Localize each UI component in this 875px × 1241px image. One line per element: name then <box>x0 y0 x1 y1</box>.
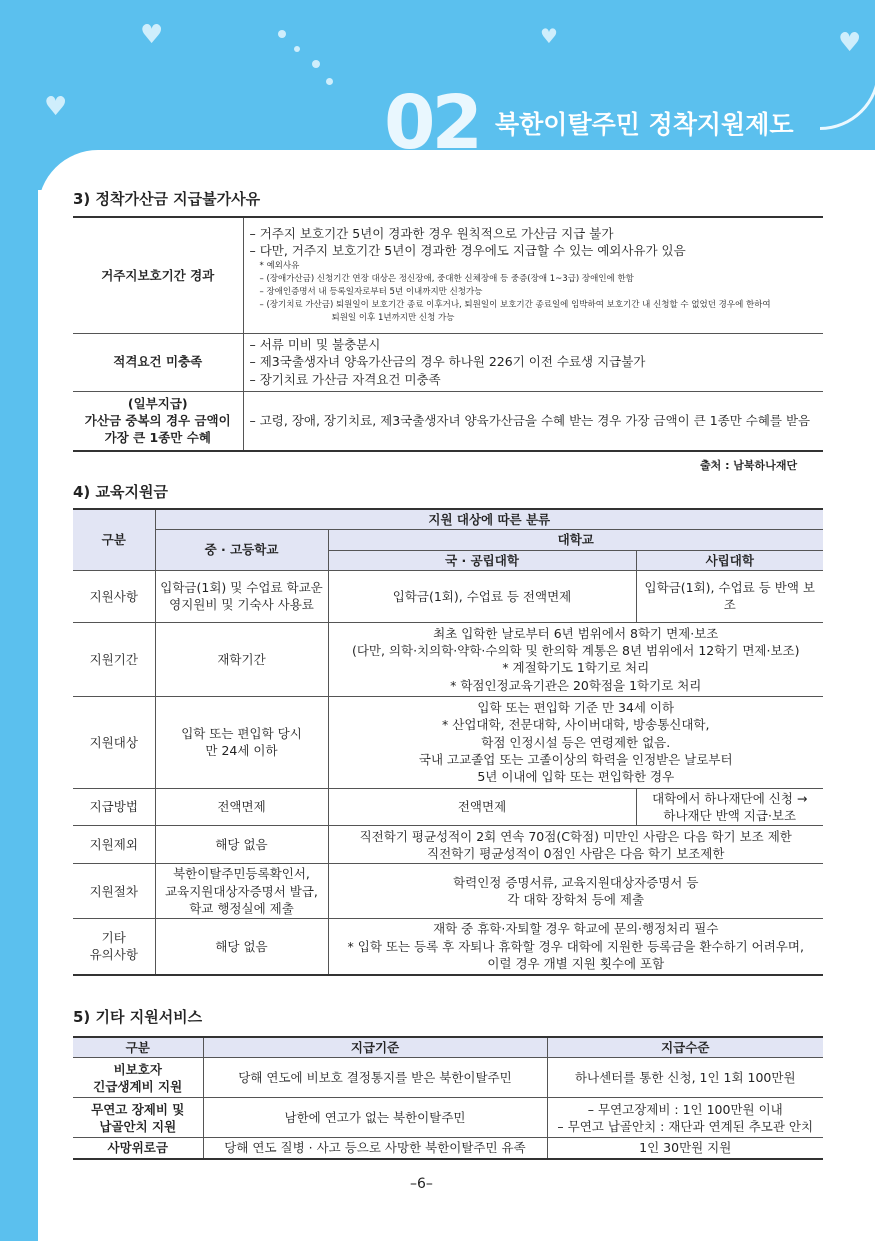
cell-criteria: 남한에 연고가 없는 북한이탈주민 <box>203 1098 547 1138</box>
cell-public: 입학금(1회), 수업료 등 전액면제 <box>328 570 636 622</box>
header-criteria: 지급기준 <box>203 1037 547 1058</box>
heart-icon: ♥ <box>838 28 862 58</box>
table-header-row <box>73 509 823 530</box>
dot-decoration <box>294 46 300 52</box>
heart-icon: ♥ <box>540 24 558 48</box>
header-private: 사립대학 <box>636 550 823 570</box>
cell-university: 입학 또는 편입학 기준 만 34세 이하 * 산업대학, 전문대학, 사이버대학, 방송통신대학, 학점 인정시설 등은 연령제한 없음. 국내 고교졸업 또는 고졸이상의 학력을 인정받은 날로부터 5년 이내에 입학 또는 편입학한 경우 <box>328 696 823 788</box>
table-row <box>73 570 823 622</box>
header-level: 지급수준 <box>547 1037 823 1058</box>
table-row <box>73 1098 823 1138</box>
cell-university: 재학 중 휴학·자퇴할 경우 학교에 문의·행정처리 필수 * 입학 또는 등록 후 자퇴나 휴학할 경우 대학에 지원한 등록금을 환수하기 어려우며, 이럴 경우 개별 지원 횟수에 포함 <box>328 919 823 975</box>
table-row <box>73 788 823 826</box>
cell-criteria: 당해 연도에 비보호 결정통지를 받은 북한이탈주민 <box>203 1058 547 1098</box>
header-public: 국 · 공립대학 <box>328 550 636 570</box>
table-row <box>73 1138 823 1159</box>
table-row <box>73 333 823 391</box>
cell-middle-high: 입학금(1회) 및 수업료 학교운영지원비 및 기숙사 사용료 <box>155 570 328 622</box>
table-row <box>73 391 823 451</box>
header-gubun: 구분 <box>73 509 155 570</box>
page-number: –6– <box>410 1176 433 1192</box>
dot-decoration <box>326 78 333 85</box>
table-header-row <box>73 530 823 550</box>
source-note: 출처 : 남북하나재단 <box>700 459 798 472</box>
left-strip <box>0 150 38 1241</box>
header-by-target: 지원 대상에 따른 분류 <box>155 509 823 530</box>
cell-middle-high: 해당 없음 <box>155 826 328 864</box>
row-label: (일부지급) 가산금 중복의 경우 금액이 가장 큰 1종만 수혜 <box>73 391 243 451</box>
row-content: – 서류 미비 및 불충분시 – 제3국출생자녀 양육가산금의 경우 하나원 226기 이전 수료생 지급불가 – 장기치료 가산금 자격요건 미충족 <box>243 333 823 391</box>
section4-title: 4) 교육지원금 <box>73 483 168 501</box>
cell-middle-high: 재학기간 <box>155 622 328 696</box>
row-label: 기타 유의사항 <box>73 919 155 975</box>
section5-title: 5) 기타 지원서비스 <box>73 1008 203 1026</box>
cell-middle-high: 북한이탈주민등록확인서, 교육지원대상자증명서 발급, 학교 행정실에 제출 <box>155 864 328 919</box>
header-university: 대학교 <box>328 530 823 550</box>
row-label: 무연고 장제비 및 납골안치 지원 <box>73 1098 203 1138</box>
cell-university: 학력인정 증명서류, 교육지원대상자증명서 등 각 대학 장학처 등에 제출 <box>328 864 823 919</box>
section3-table <box>73 216 823 452</box>
row-label: 비보호자 긴급생계비 지원 <box>73 1058 203 1098</box>
row-label: 지원절차 <box>73 864 155 919</box>
cell-criteria: 당해 연도 질병 · 사고 등으로 사망한 북한이탈주민 유족 <box>203 1138 547 1159</box>
header-middle-high: 중 · 고등학교 <box>155 530 328 571</box>
cell-university: 직전학기 평균성적이 2회 연속 70점(C학점) 미만인 사람은 다음 학기 보조 제한 직전학기 평균성적이 0점인 사람은 다음 학기 보조제한 <box>328 826 823 864</box>
row-label: 적격요건 미충족 <box>73 333 243 391</box>
cell-level: – 무연고장제비 : 1인 100만원 이내 – 무연고 납골안치 : 재단과 연계된 추모관 안치 <box>547 1098 823 1138</box>
row-label: 지원기간 <box>73 622 155 696</box>
row-label: 지급방법 <box>73 788 155 826</box>
cell-middle-high: 전액면제 <box>155 788 328 826</box>
table-row <box>73 864 823 919</box>
section4-table <box>73 508 823 976</box>
row-label: 사망위로금 <box>73 1138 203 1159</box>
cell-public: 전액면제 <box>328 788 636 826</box>
cell-middle-high: 해당 없음 <box>155 919 328 975</box>
table-row <box>73 826 823 864</box>
cell-level: 1인 30만원 지원 <box>547 1138 823 1159</box>
row-label: 지원사항 <box>73 570 155 622</box>
heart-icon: ♥ <box>140 20 164 50</box>
cell-private: 대학에서 하나재단에 신청 → 하나재단 반액 지급·보조 <box>636 788 823 826</box>
cell-middle-high: 입학 또는 편입학 당시 만 24세 이하 <box>155 696 328 788</box>
row-label: 지원대상 <box>73 696 155 788</box>
heart-icon: ♥ <box>44 92 68 122</box>
header-gubun: 구분 <box>73 1037 203 1058</box>
table-row <box>73 1058 823 1098</box>
row-label: 거주지보호기간 경과 <box>73 217 243 333</box>
dot-decoration <box>278 30 286 38</box>
chapter-number: 02 <box>384 80 479 166</box>
section5-table <box>73 1036 823 1160</box>
row-content: – 고령, 장애, 장기치료, 제3국출생자녀 양육가산금을 수혜 받는 경우 가장 금액이 큰 1종만 수혜를 받음 <box>243 391 823 451</box>
table-row <box>73 919 823 975</box>
chapter-title: 북한이탈주민 정착지원제도 <box>495 110 794 139</box>
table-row <box>73 696 823 788</box>
row-content: – 거주지 보호기간 5년이 경과한 경우 원칙적으로 가산금 지급 불가 – 다만, 거주지 보호기간 5년이 경과한 경우에도 지급할 수 있는 예외사유가 있음 * 예외사유 – (장애가산금) 신청기간 연장 대상은 정신장애, 중대한 신체장애 등 중증(장애 1~3급) 장애인에 한함 – 장애인증명서 내 등록일자로부터 5년 이내까지만 신청가능 – (장기치료 가산금) 퇴원일이 보호기간 종료 이후거나, 퇴원일이 보호기간 종료일에 임박하여 보호기간 내 신청할 수 없었던 경우에 한하여 퇴원일 이후 1년까지만 신청 가능 <box>243 217 823 333</box>
cell-private: 입학금(1회), 수업료 등 반액 보조 <box>636 570 823 622</box>
table-row <box>73 622 823 696</box>
table-row <box>73 217 823 333</box>
cell-university: 최초 입학한 날로부터 6년 범위에서 8학기 면제·보조 (다만, 의학·치의학·약학·수의학 및 한의학 계통은 8년 범위에서 12학기 면제·보조) * 계절학기도 1학기로 처리 * 학점인정교육기관은 20학점을 1학기로 처리 <box>328 622 823 696</box>
row-label: 지원제외 <box>73 826 155 864</box>
table-header-row <box>73 1037 823 1058</box>
dot-decoration <box>312 60 320 68</box>
cell-level: 하나센터를 통한 신청, 1인 1회 100만원 <box>547 1058 823 1098</box>
section3-title: 3) 정착가산금 지급불가사유 <box>73 190 261 208</box>
